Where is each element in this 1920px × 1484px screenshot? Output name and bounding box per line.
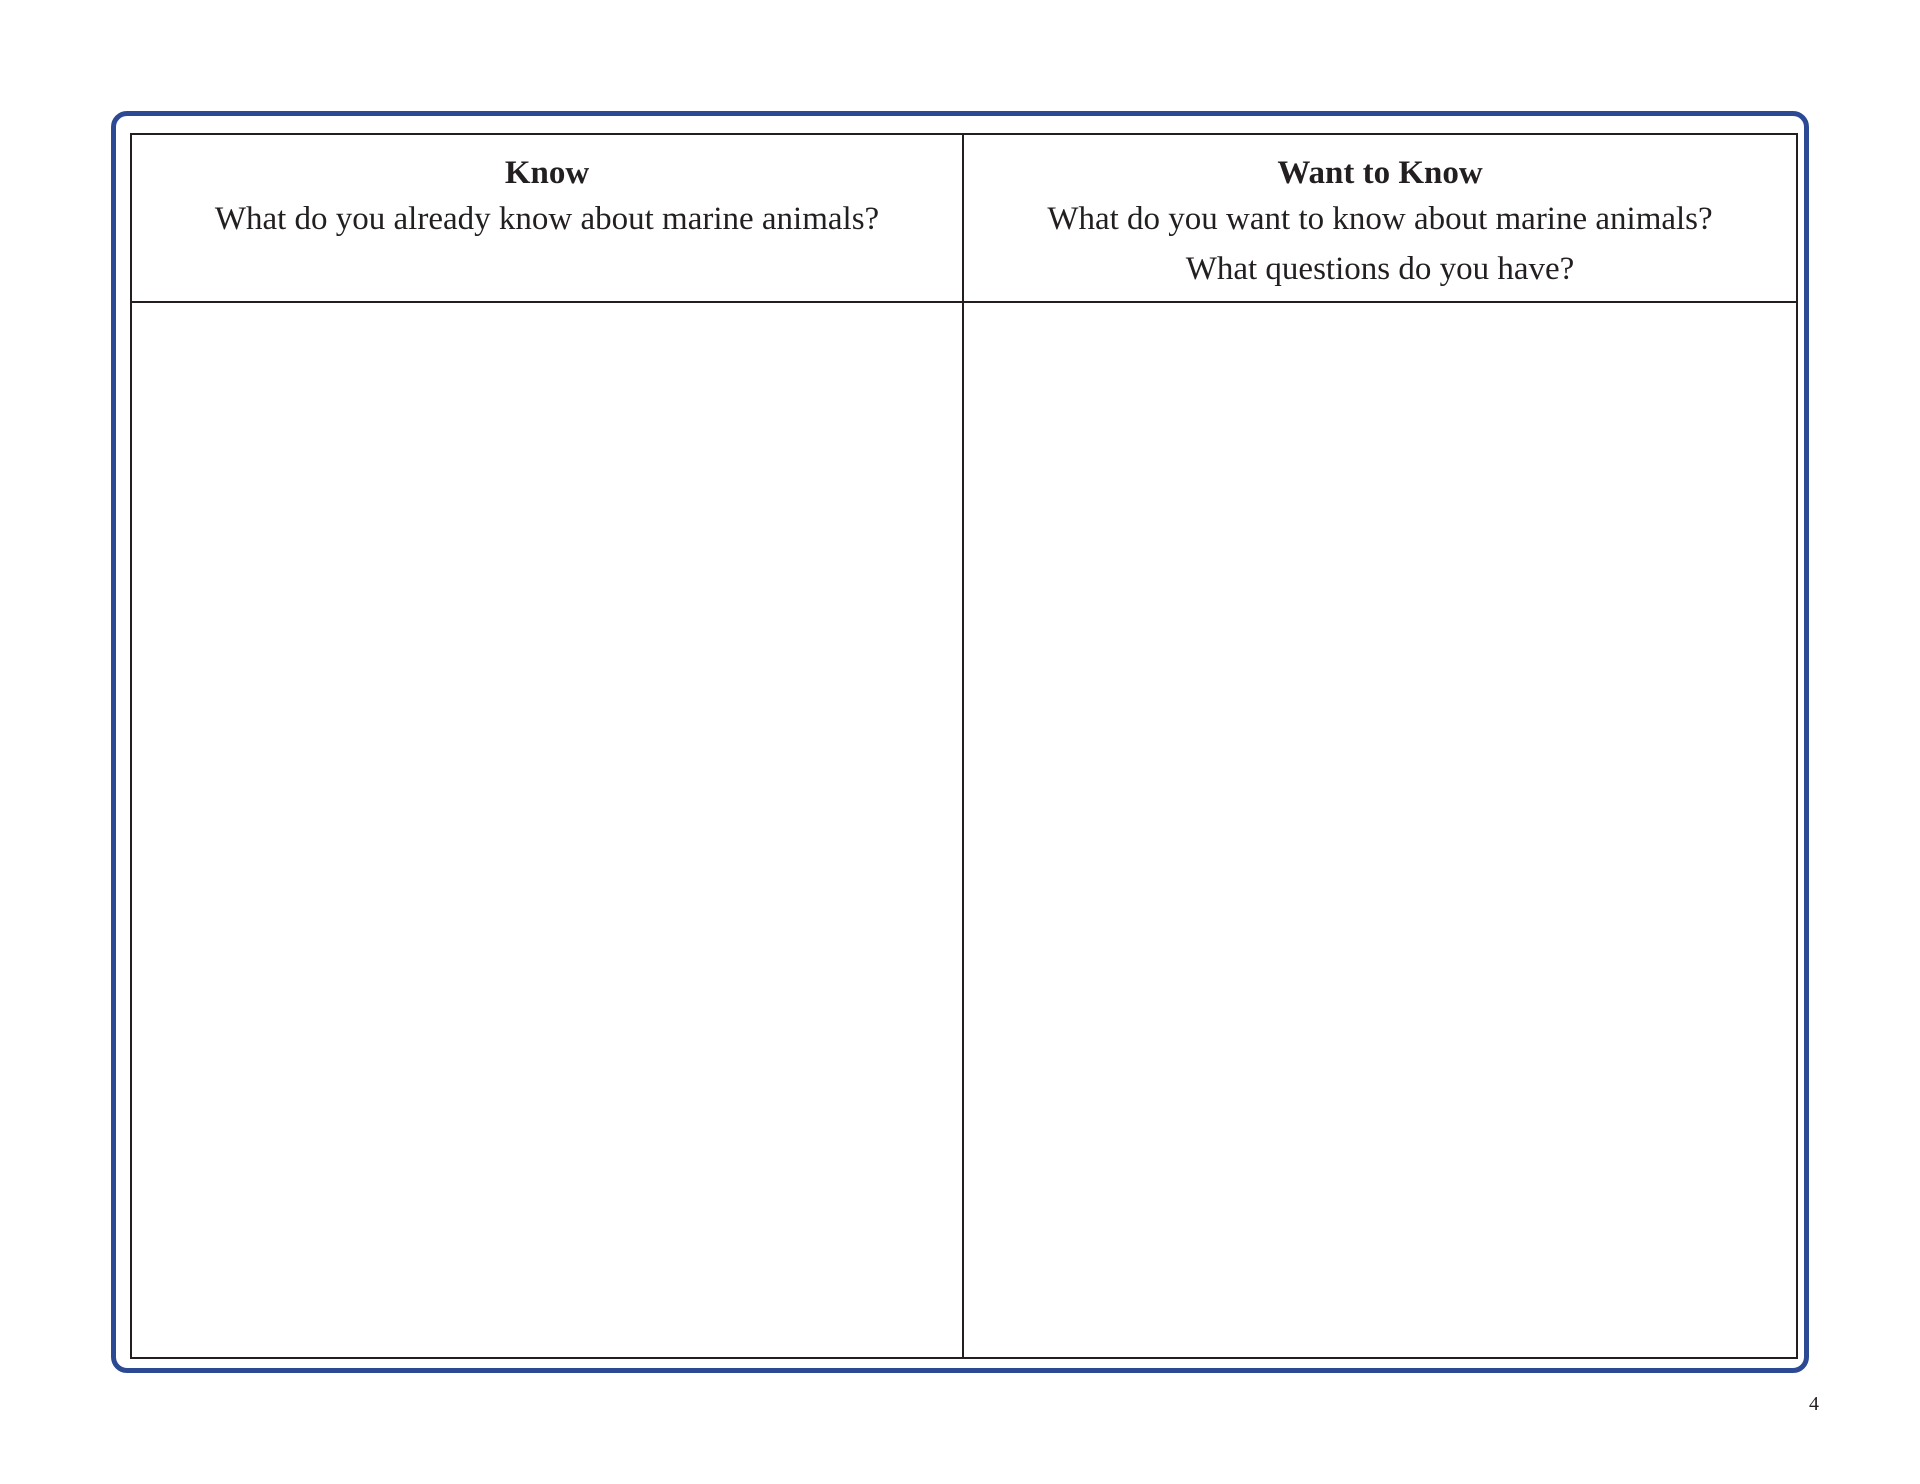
know-answer-area[interactable]	[132, 303, 964, 1357]
kwl-chart	[130, 133, 1798, 1359]
know-column-header	[132, 135, 964, 303]
want-to-know-answer-area[interactable]	[964, 303, 1796, 1357]
want-to-know-column-prompt-2: What questions do you have?	[1185, 251, 1575, 287]
want-to-know-column-header	[964, 135, 1796, 303]
know-column-title: Know	[504, 155, 590, 191]
want-to-know-column-title: Want to Know	[1277, 155, 1483, 191]
page-number: 4	[1809, 1393, 1819, 1415]
want-to-know-column-prompt: What do you want to know about marine animals?	[1047, 201, 1713, 237]
know-column-prompt: What do you already know about marine animals?	[214, 201, 880, 237]
